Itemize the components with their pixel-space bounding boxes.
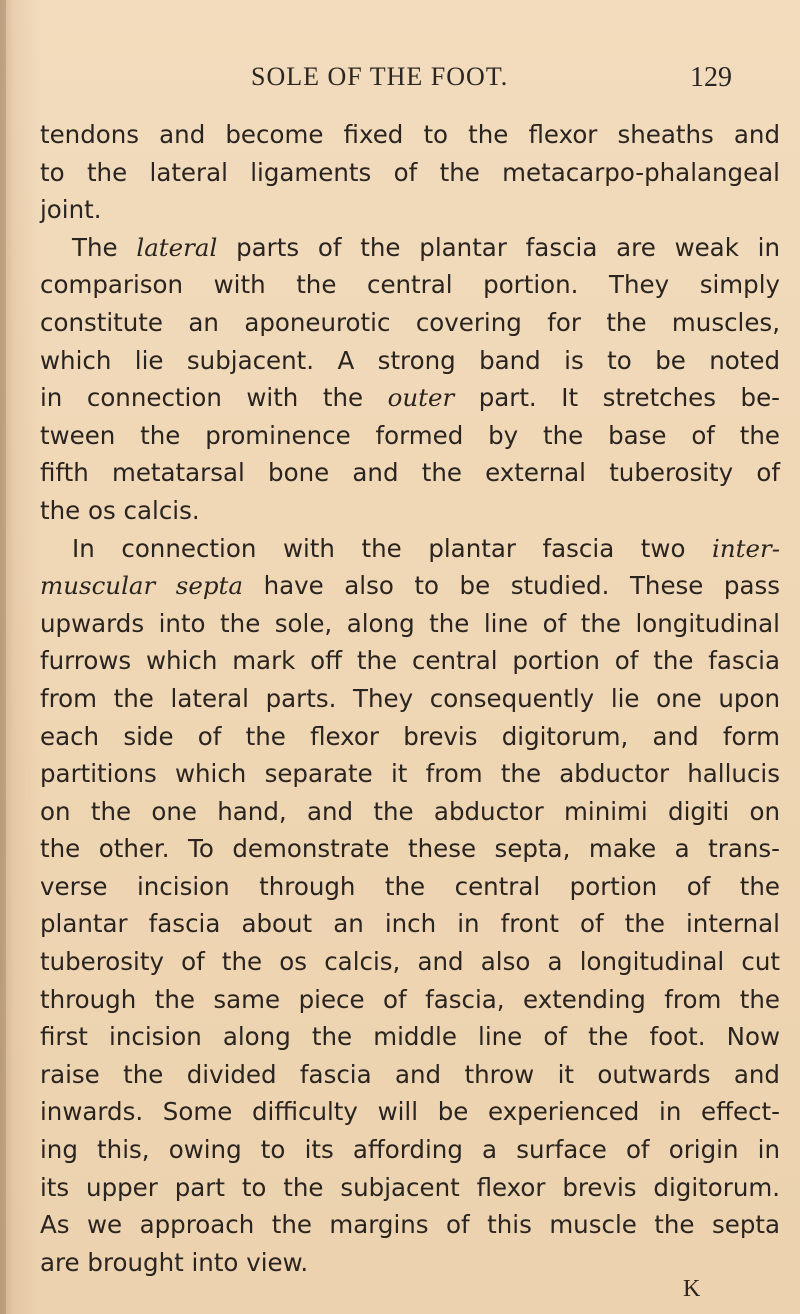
text-line: [40, 1056, 780, 1094]
text-run: tendons and become fixed to the flexor sheaths and: [40, 120, 780, 149]
text-line: [40, 718, 780, 756]
running-head: [0, 62, 800, 102]
text-run: on the one hand, and the abductor minimi digiti on: [40, 796, 780, 826]
text-line: [40, 379, 780, 417]
italic-term: inter-: [712, 533, 780, 563]
text-run: raise the divided fascia and throw it outwards and: [40, 1059, 780, 1089]
signature-mark: K: [683, 1276, 701, 1302]
text-run: its upper part to the subjacent flexor brevis digitorum.: [40, 1172, 780, 1202]
page-number: 129: [690, 62, 732, 93]
text-run: plantar fascia about an inch in front of the internal: [40, 909, 780, 939]
text-line: [40, 191, 780, 229]
text-run: parts of the plantar fascia are weak in: [217, 232, 780, 262]
text-line: [40, 1093, 780, 1131]
text-line: [40, 943, 780, 981]
text-run: upwards into the sole, along the line of the longitudinal: [40, 608, 780, 638]
text-line: [40, 229, 780, 267]
body-text: [40, 116, 780, 1281]
text-run: from the lateral parts. They consequently lie one upon: [40, 683, 780, 713]
text-run: The: [72, 232, 137, 262]
text-run: ing this, owing to its affording a surface of origin in: [40, 1135, 780, 1165]
text-line: [40, 680, 780, 718]
text-run: which lie subjacent. A strong band is to be noted: [40, 345, 780, 375]
text-run: tween the prominence formed by the base of the: [40, 420, 780, 450]
text-line: [40, 981, 780, 1019]
text-run: comparison with the central portion. They simply: [40, 270, 780, 300]
text-line: [40, 417, 780, 455]
text-run: to the lateral ligaments of the metacarpo-phalangeal: [40, 157, 780, 187]
text-run: the os calcis.: [40, 495, 200, 525]
italic-term: muscular septa: [40, 571, 244, 601]
text-line: [40, 304, 780, 342]
text-line: [40, 642, 780, 680]
text-line: [40, 905, 780, 943]
text-line: [40, 868, 780, 906]
text-line: [40, 266, 780, 304]
text-run: In connection with the plantar fascia two: [72, 533, 713, 563]
text-run: first incision along the middle line of the foot. Now: [40, 1022, 780, 1052]
text-line: [40, 530, 780, 568]
text-line: [40, 1169, 780, 1207]
text-run: constitute an aponeurotic covering for the muscles,: [40, 307, 780, 337]
page-gutter: [0, 0, 6, 1314]
text-run: in connection with the: [40, 383, 388, 413]
text-run: furrows which mark off the central portion of the fascia: [40, 646, 780, 676]
italic-term: lateral: [136, 232, 218, 262]
text-line: [40, 793, 780, 831]
text-line: [40, 116, 780, 154]
text-run: tuberosity of the os calcis, and also a longitudinal cut: [40, 947, 780, 977]
text-line: [40, 1206, 780, 1244]
text-run: the other. To demonstrate these septa, make a trans-: [40, 834, 780, 864]
text-run: through the same piece of fascia, extending from the: [40, 984, 780, 1014]
italic-term: outer: [387, 383, 455, 413]
text-run: part. It stretches be-: [454, 383, 780, 413]
text-line: [40, 1018, 780, 1056]
text-run: have also to be studied. These pass: [243, 571, 781, 601]
text-line: [40, 492, 780, 530]
text-line: [40, 605, 780, 643]
text-line: [40, 1244, 780, 1282]
text-run: partitions which separate it from the abductor hallucis: [40, 759, 780, 789]
running-head-title: SOLE OF THE FOOT.: [251, 62, 509, 91]
text-line: [40, 154, 780, 192]
text-run: are brought into view.: [40, 1247, 309, 1277]
text-run: inwards. Some difficulty will be experienced in effect-: [40, 1097, 780, 1127]
text-line: [40, 830, 780, 868]
text-line: [40, 342, 780, 380]
text-run: verse incision through the central portion of the: [40, 871, 780, 901]
text-run: joint.: [40, 195, 102, 225]
text-line: [40, 1131, 780, 1169]
text-line: [40, 755, 780, 793]
text-run: As we approach the margins of this muscle the septa: [40, 1210, 780, 1240]
text-run: fifth metatarsal bone and the external tuberosity of: [40, 458, 780, 488]
text-line: [40, 567, 780, 605]
text-line: [40, 454, 780, 492]
text-run: each side of the flexor brevis digitorum, and form: [40, 721, 780, 751]
